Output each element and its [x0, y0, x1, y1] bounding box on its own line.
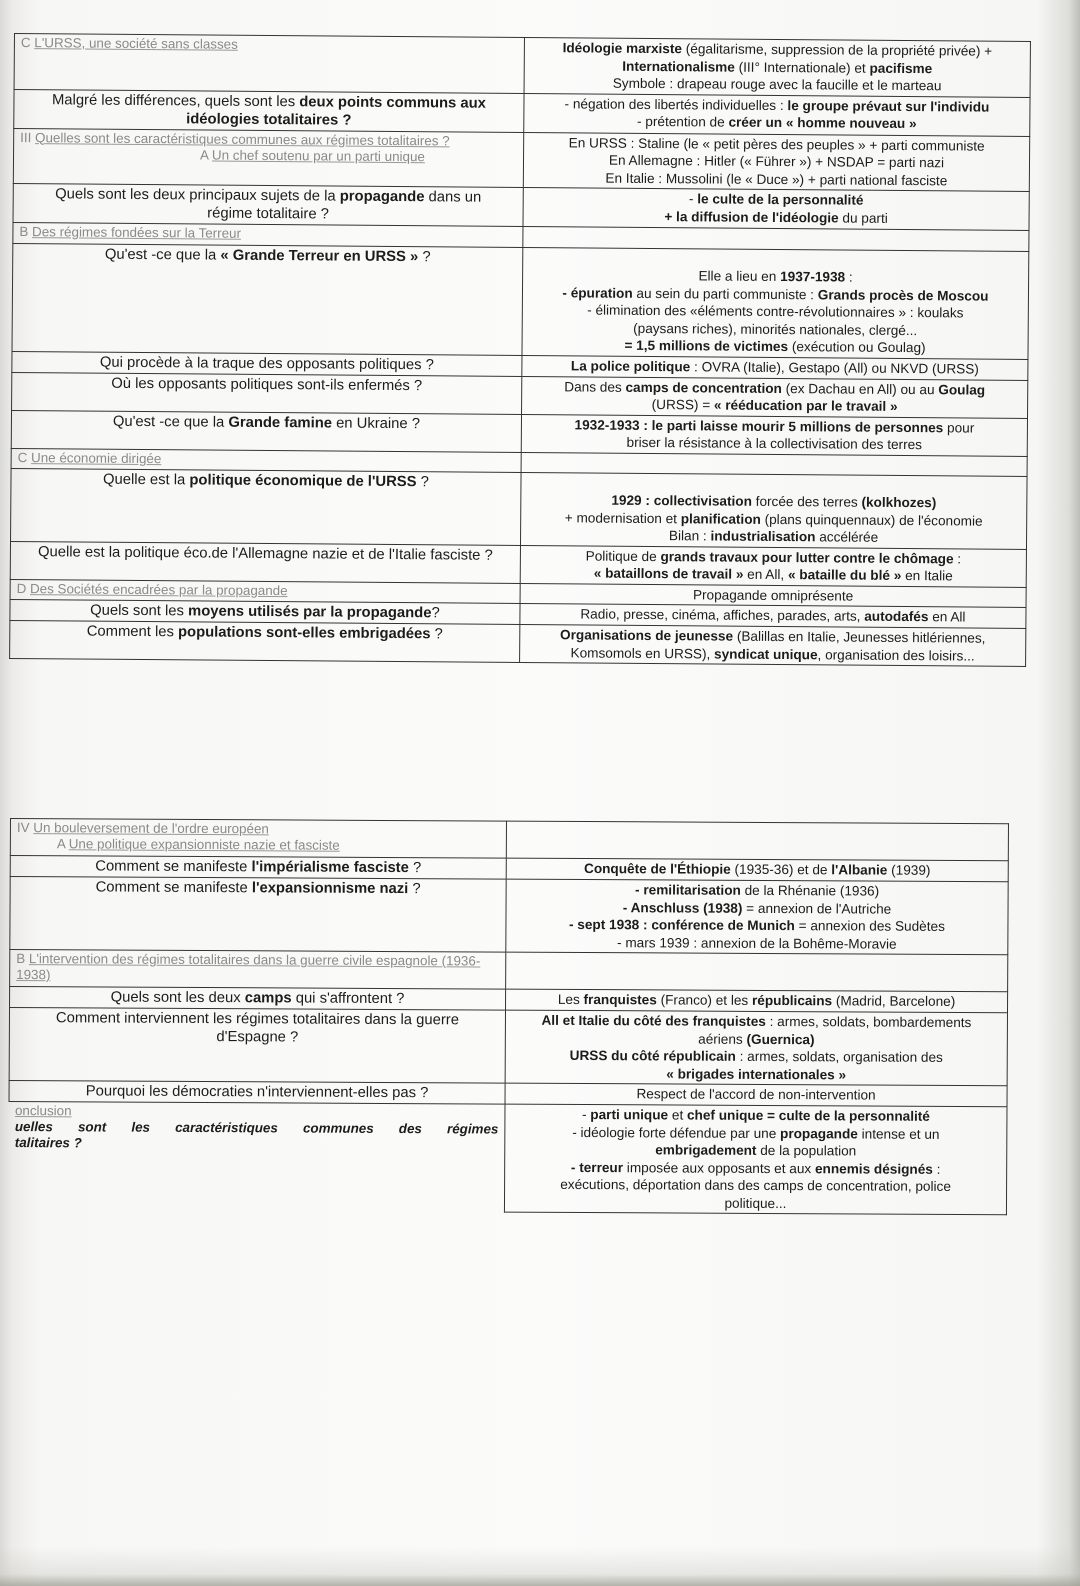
question-cell [11, 410, 521, 452]
text: - mars 1939 : annexion de la Bohême-Moravie [617, 934, 897, 952]
text: exécutions, déportation dans des camps de concentration, police [560, 1176, 951, 1194]
answer-cell [521, 414, 1027, 456]
answer-cell [524, 93, 1030, 136]
bold-text: Organisations de jeunesse [560, 627, 734, 644]
section-number: C [20, 35, 35, 51]
section-number: D [16, 580, 31, 596]
text-line [527, 564, 1020, 585]
text: : armes, soldats, organisation des [735, 1048, 943, 1065]
text: Comment se manifeste [95, 879, 252, 897]
section-number: III [20, 129, 36, 145]
question-cell [10, 856, 506, 880]
worksheet-table-part3 [9, 33, 1031, 667]
text: de la population [756, 1142, 857, 1159]
answer-cell [520, 545, 1026, 587]
bold-text: deux points communs aux [299, 93, 486, 112]
answer-cell [506, 858, 1008, 882]
text: en Ukraine ? [331, 415, 421, 432]
text: Komsomols en URSS), [570, 644, 715, 662]
text-line [19, 245, 516, 267]
question-cell [12, 243, 523, 355]
bold-text: le groupe prévaut sur l'individu [787, 97, 990, 115]
subsection-indent [20, 158, 200, 159]
text: en All, [743, 566, 789, 583]
text-line [16, 1027, 499, 1048]
bold-text: - épuration [562, 284, 633, 301]
text: accélérée [815, 529, 879, 545]
text: (exécution ou Goulag) [788, 339, 926, 356]
subsection-title: Une politique expansionniste nazie et fasciste [68, 836, 340, 853]
answer-cell [506, 879, 1008, 955]
text-line [512, 916, 1001, 936]
text: (III° Internationale) et [734, 59, 870, 76]
text: Quels sont les deux principaux sujets de la [55, 186, 340, 205]
text: (1935-36) et de [730, 861, 832, 878]
text-line [530, 207, 1023, 228]
text-line [512, 1012, 1001, 1032]
text: Quelle est la politique éco.de l'Allemagne nazie et de l'Italie fasciste ? [37, 543, 493, 564]
text: : [953, 550, 962, 566]
bold-text: 1937-1938 [780, 269, 846, 285]
question-cell [12, 372, 522, 414]
bold-text: ennemis désignés [814, 1160, 933, 1177]
answer-cell [505, 1010, 1007, 1086]
bold-text: Internationalisme [622, 58, 735, 75]
text: , organisation des loisirs... [817, 646, 975, 664]
question-cell [10, 877, 506, 953]
text: Elle a lieu en [698, 268, 781, 285]
question-cell [11, 468, 522, 545]
text [756, 825, 760, 840]
text-line [511, 1176, 1000, 1196]
bold-text: URSS du côté républicain [569, 1047, 736, 1064]
text: Symbole : drapeau rouge avec la faucille et le marteau [612, 75, 942, 94]
section-number: B [19, 224, 33, 240]
bold-text: camps [244, 990, 292, 1007]
text: (Balillas en Italie, Jeunesses hitlériennes, [733, 628, 986, 646]
section-title: Des régimes fondées sur la Terreur [32, 224, 242, 241]
text: Les [557, 991, 584, 1008]
text: forcée des terres [751, 493, 862, 510]
text: Radio, presse, cinéma, affiches, parades, arts, [580, 606, 865, 624]
text: ? [430, 626, 443, 643]
text: en All [928, 609, 966, 625]
text: du parti [838, 209, 888, 226]
text-line [17, 857, 500, 878]
bold-text: pacifisme [869, 60, 933, 76]
text-line [18, 374, 515, 396]
text-line [530, 169, 1023, 190]
text-line [528, 357, 1021, 378]
bold-text: populations sont-elles embrigadées [177, 624, 431, 643]
text: = annexion de l'Autriche [742, 900, 892, 917]
bold-text: + la diffusion de l'idéologie [664, 208, 839, 225]
text: Qui procède à la traque des opposants politiques ? [99, 354, 434, 373]
answer-cell [522, 376, 1028, 418]
subsection-title: Un chef soutenu par un parti unique [211, 147, 425, 164]
text-line [512, 991, 1001, 1011]
bold-text: = 1,5 millions de victimes [624, 337, 789, 355]
text [774, 251, 778, 266]
text-line [17, 470, 514, 492]
question-cell [9, 1080, 505, 1104]
text-line [526, 644, 1019, 665]
text: : [845, 269, 853, 285]
question-cell [10, 541, 520, 583]
text: - élimination des «éléments contre-révolutionnaires » : koulaks [587, 302, 964, 321]
table-row [8, 1101, 1007, 1214]
bold-text: créer un « homme nouveau » [728, 114, 917, 132]
text-line [513, 860, 1002, 880]
bold-text: politique économique de l'URSS [189, 472, 417, 491]
bold-text: Goulag [938, 381, 986, 398]
section-title: Une économie dirigée [31, 449, 162, 466]
table-row [11, 468, 1028, 548]
text: Respect de l'accord de non-intervention [636, 1086, 876, 1103]
text: Comment interviennent les régimes totalitaires dans la guerre [55, 1010, 459, 1029]
text-line [18, 412, 515, 434]
answer-cell [523, 188, 1029, 231]
text: - négation des libertés individuelles : [564, 95, 788, 113]
bold-text: parti unique [590, 1107, 669, 1123]
answer-cell [505, 1083, 1007, 1107]
answer-cell [520, 624, 1026, 666]
text: (ex Dachau en All) ou au [781, 380, 939, 397]
text-line [513, 823, 1002, 843]
table-row [12, 243, 1029, 359]
section-title: L'intervention des régimes totalitaires dans la guerre civile espagnole (1936-1938) [16, 951, 481, 983]
table-row [14, 34, 1030, 97]
text-line [16, 1009, 499, 1030]
subsection-number: A [56, 836, 69, 852]
text: imposée aux opposants et aux [623, 1159, 816, 1176]
text: en Italie [901, 567, 953, 584]
text: Où les opposants politiques sont-ils enfermés ? [111, 375, 423, 394]
answer-cell [504, 1104, 1007, 1215]
bold-text: « rééducation par le travail » [713, 397, 898, 414]
bold-text: camps de concentration [625, 379, 782, 396]
text: Qu'est -ce que la [112, 413, 229, 431]
section-title: Un bouleversement de l'ordre européen [33, 820, 269, 837]
section-heading [14, 34, 524, 94]
text: Bilan : [668, 528, 711, 544]
bold-text: moyens utilisés par la propagande [188, 603, 432, 622]
text-line [511, 1193, 1000, 1213]
text: En Allemagne : Hitler (« Führer ») + NSDAP = parti nazi [608, 152, 945, 171]
text: de la Rhénanie (1936) [740, 882, 880, 899]
page-edge-shadow [0, 1546, 1080, 1586]
text: ? [418, 248, 431, 265]
table-row [13, 128, 1029, 191]
bold-text: planification [680, 510, 761, 527]
bold-text: All et Italie du côté des franquistes [541, 1012, 766, 1029]
text: Dans des [564, 378, 626, 395]
text: Politique de [585, 548, 661, 564]
bold-text: (kolkhozes) [861, 494, 937, 511]
section-title: Des Sociétés encadrées par la propagande [29, 580, 288, 598]
text: d'Espagne ? [216, 1029, 299, 1046]
text: Quelle est la [102, 471, 190, 489]
text: Qu'est -ce que la [104, 246, 221, 264]
section-title: L'URSS, une société sans classes [34, 35, 238, 52]
text: Propagande omniprésente [692, 586, 854, 604]
section-heading [13, 128, 523, 188]
bold-text: « bataille du blé » [787, 567, 902, 583]
bold-text: syndicat unique [714, 646, 818, 662]
text: (plans quinquennaux) de l'économie [760, 511, 983, 529]
bold-text: « bataillons de travail » [593, 565, 744, 582]
text: : [932, 1161, 941, 1177]
text: - [581, 1106, 591, 1123]
text: ? [408, 860, 422, 877]
text-line [531, 74, 1024, 95]
answer-cell [506, 989, 1008, 1013]
text: au sein du parti communiste : [632, 285, 818, 302]
bold-text: grands travaux pour lutter contre le chômage [660, 548, 954, 566]
section-number: C [17, 449, 32, 465]
worksheet-table-part4 [8, 818, 1009, 1215]
text [755, 956, 759, 971]
text-line [17, 878, 500, 899]
text: Quels sont les [90, 602, 189, 620]
bold-text: industrialisation [710, 528, 816, 545]
text: (Franco) et les [656, 992, 753, 1008]
subsection-number: A [199, 146, 213, 163]
bold-text: Conquête de l'Éthiopie [583, 861, 731, 877]
bold-text: l'Albanie [831, 862, 888, 878]
bold-text: propagande [339, 188, 425, 206]
question-cell [14, 89, 524, 132]
bold-text: l'expansionnisme nazi [251, 880, 409, 898]
question-cell [9, 1008, 505, 1084]
section-title: Quelles sont les caractéristiques communes aux régimes totalitaires ? [35, 129, 450, 148]
text: : armes, soldats, bombardements [765, 1013, 972, 1031]
bold-text: - sept 1938 : conférence de Munich [568, 916, 795, 934]
text: Quels sont les deux [110, 989, 245, 1007]
text: ? [416, 474, 429, 491]
text-line [16, 601, 513, 623]
bold-text: 1929 : collectivisation [611, 492, 752, 509]
text: (paysans riches), minorités nationales, clergé... [633, 320, 918, 338]
text: régime totalitaire ? [207, 205, 330, 223]
text-line [526, 605, 1019, 626]
section-heading [10, 819, 506, 859]
text-line [18, 353, 515, 375]
text-line [16, 622, 513, 644]
conclusion-question: uelles sont les caractéristiques communes des régimes [14, 1119, 499, 1137]
question-cell [10, 620, 520, 662]
text: Pourquoi les démocraties n'interviennent-elles pas ? [85, 1083, 429, 1102]
bold-text: - terreur [570, 1159, 624, 1175]
bold-text: - remilitarisation [635, 882, 741, 898]
bold-text: embrigadement [655, 1142, 757, 1158]
bold-text: - Anschluss (1938) [622, 899, 743, 916]
section-heading [10, 950, 506, 990]
bold-text: franquistes [583, 992, 657, 1008]
text-line [512, 1064, 1001, 1084]
bold-text: chef unique = culte de la personnalité [686, 1107, 930, 1124]
text: aériens [698, 1031, 747, 1047]
text-line [512, 1085, 1001, 1105]
text: ? [431, 605, 440, 622]
bold-text: idéologies totalitaires ? [186, 110, 352, 129]
text: et [668, 1107, 688, 1123]
question-cell [13, 183, 523, 226]
text-line [512, 1047, 1001, 1067]
conclusion-heading [8, 1101, 505, 1212]
text-line [511, 1123, 1000, 1143]
text: ? [408, 881, 421, 898]
bold-text: 1932-1933 : le parti laisse mourir 5 millions de personnes [574, 416, 944, 435]
bold-text: le culte de la personnalité [697, 191, 864, 208]
text: (Madrid, Barcelone) [832, 993, 956, 1009]
text: (1939) [887, 862, 931, 878]
bold-text: propagande [780, 1125, 858, 1141]
text-line [512, 954, 1001, 974]
text: - idéologie forte défendue par une [572, 1124, 781, 1141]
text: (URSS) = [651, 397, 715, 413]
table-row [10, 950, 1008, 992]
question-cell [10, 987, 506, 1011]
bold-text: « Grande Terreur en URSS » [220, 247, 419, 265]
section-number: IV [16, 820, 34, 836]
answer-cell [506, 821, 1008, 861]
text: Comment se manifeste [95, 858, 252, 876]
text-line [528, 336, 1021, 357]
text: briser la résistance à la collectivisation des terres [626, 434, 923, 453]
text-line [17, 543, 514, 565]
bold-text: « brigades internationales » [666, 1065, 847, 1082]
text-line [511, 1106, 1000, 1126]
text: - [688, 191, 698, 207]
text-line [16, 988, 499, 1009]
section-number: B [16, 951, 29, 967]
bold-text: républicains [751, 992, 833, 1009]
answer-cell [523, 132, 1029, 191]
text: (égalitarisme, suppression de la propriété privée) + [681, 41, 993, 59]
bold-text: La police politique [570, 357, 691, 374]
text: + modernisation et [564, 509, 681, 526]
answer-cell [520, 472, 1027, 548]
table-row [10, 819, 1008, 861]
text: = annexion des Sudètes [794, 918, 945, 934]
text: Malgré les différences, quels sont les [51, 91, 300, 110]
answer-cell [522, 247, 1029, 359]
conclusion-title: onclusion [14, 1103, 72, 1119]
bold-text: (Guernica) [746, 1031, 815, 1047]
bold-text: Grands procès de Moscou [817, 286, 989, 304]
text: En URSS : Staline (le « petit pères des peuples » + parti communiste [568, 134, 985, 154]
bold-text: autodafés [864, 608, 929, 625]
text: politique... [724, 1195, 787, 1211]
text: Comment les [86, 623, 179, 641]
text: qui s'affrontent ? [291, 990, 405, 1008]
text: dans un [424, 189, 482, 206]
text: : OVRA (Italie), Gestapo (All) ou NKVD (URSS) [690, 358, 979, 377]
text: pour [943, 419, 975, 436]
text: - prétention de [636, 113, 729, 130]
text: intense et un [857, 1125, 940, 1142]
text-line [527, 585, 1020, 606]
bold-text: Idéologie marxiste [562, 40, 683, 57]
text: En Italie : Mussolini (le « Duce ») + parti national fasciste [605, 170, 948, 188]
bold-text: Grande famine [228, 414, 333, 432]
answer-cell [524, 38, 1030, 97]
table-row [10, 620, 1026, 666]
table-row [9, 1008, 1007, 1086]
text-line [512, 933, 1001, 953]
text-line [16, 1082, 499, 1103]
answer-cell [506, 952, 1008, 992]
bold-text: l'impérialisme fasciste [251, 859, 409, 877]
table-row [10, 877, 1008, 955]
conclusion-question-cont: talitaires ? [14, 1135, 82, 1151]
